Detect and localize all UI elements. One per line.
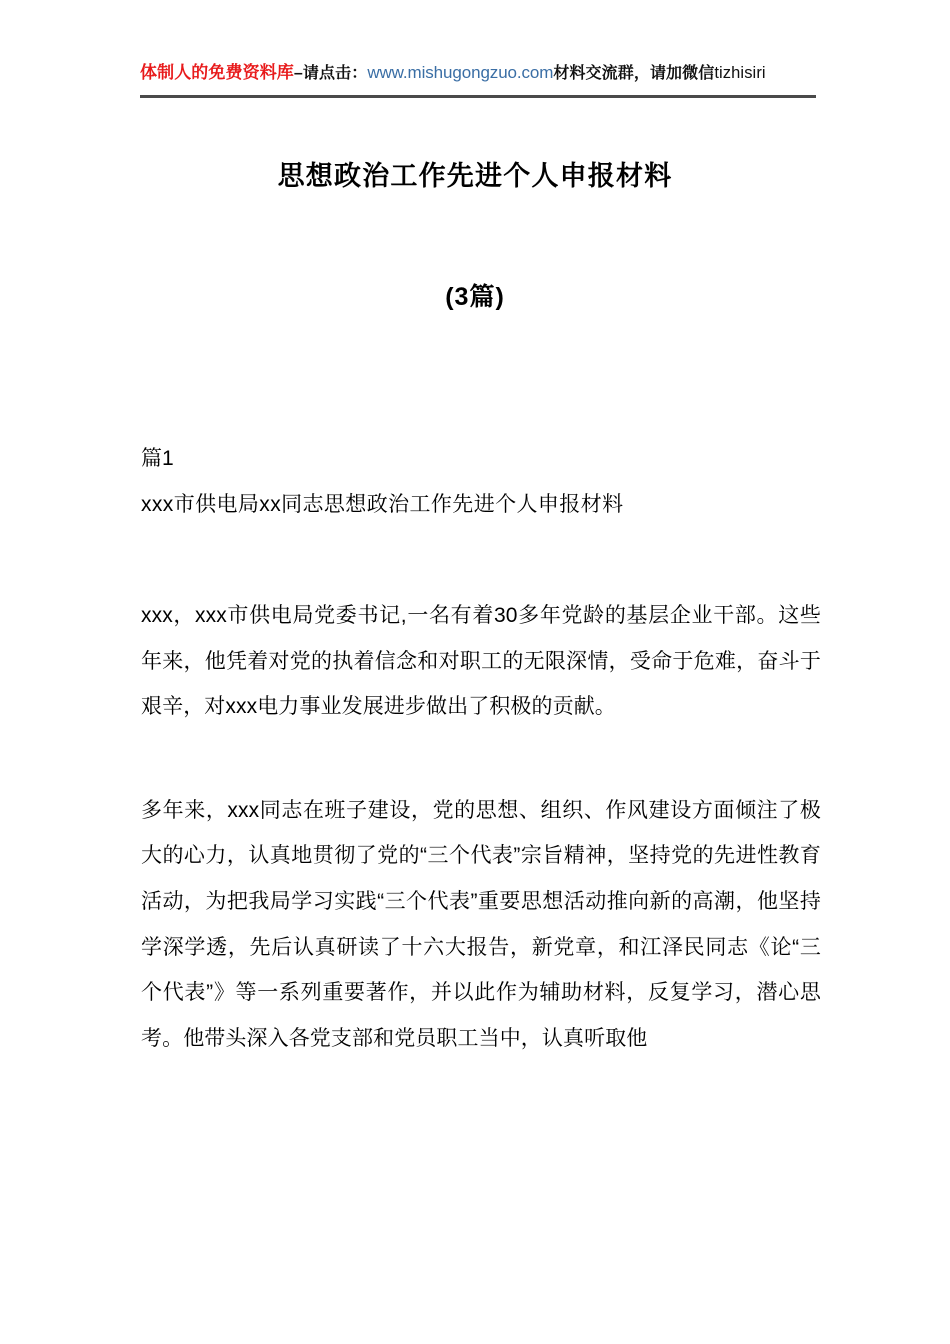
section-label-pian1: 篇1: [141, 447, 174, 470]
body-paragraph-1: xxx，xxx市供电局党委书记,一名有着30多年党龄的基层企业干部。这些年来，他凭着对党的执着信念和对职工的无限深情，受命于危难，奋斗于艰辛，对xxx电力事业发展进步做出了积极的贡献。: [141, 604, 821, 719]
document-title: 思想政治工作先进个人申报材料: [277, 161, 673, 191]
header-divider-rule: [140, 95, 816, 98]
document-subtitle-count: (3篇): [445, 283, 505, 311]
promo-brand-text: 体制人的免费资料库: [140, 63, 294, 82]
promo-header-banner: [140, 62, 816, 85]
promo-group-text: 材料交流群，请加微信: [553, 65, 715, 82]
promo-click-prompt: –请点击：: [293, 65, 368, 82]
promo-website-link[interactable]: www.mishugongzuo.com: [367, 63, 554, 82]
paragraph-spacer: [141, 521, 821, 593]
promo-wechat-id: tizhisiri: [714, 64, 766, 82]
document-body: [141, 443, 821, 1061]
body-paragraph-2: 多年来，xxx同志在班子建设，党的思想、组织、作风建设方面倾注了极大的心力，认真地贯彻了党的“三个代表”宗旨精神，坚持党的先进性教育活动，为把我局学习实践“三个代表”重要思想活动推向新的高潮，他坚持学深学透，先后认真研读了十六大报告，新党章，和江泽民同志《论“三个代表”》等一系列重要著作，并以此作为辅助材料，反复学习，潜心思考。他带头深入各党支部和党员职工当中，认真听取他: [141, 798, 821, 1050]
paragraph-spacer: [141, 730, 821, 788]
section-heading: xxx市供电局xx同志思想政治工作先进个人申报材料: [141, 492, 624, 516]
